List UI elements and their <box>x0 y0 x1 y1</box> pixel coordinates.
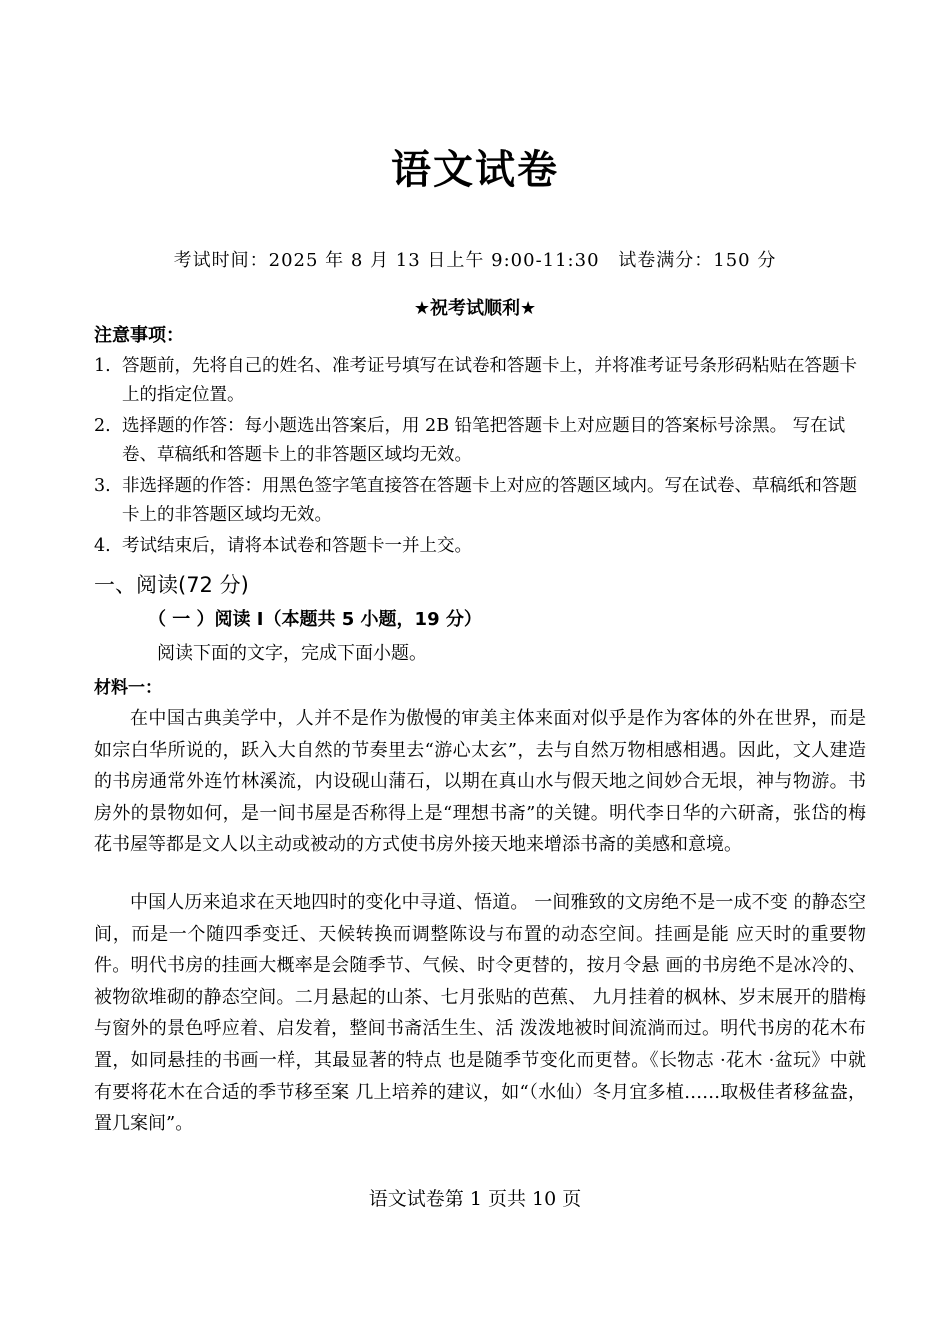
notice-item-number: 2. <box>94 416 111 436</box>
page-title: 语文试卷 <box>391 147 559 193</box>
material-paragraph: 在中国古典美学中，人并不是作为傲慢的审美主体来面对似乎是作为客体的外在世界，而是如宗白华所说的，跃入大自然的节奏里去“游心太玄”，去与自然万物相感相遇。因此，文人建造的书房通常外连竹林溪流，内设砚山蒲石，以期在真山水与假天地之间妙合无垠，神与物游。书房外的景物如何，是一间书屋是否称得上是“理想书斋”的关键。明代李日华的六研斋，张岱的梅花书屋等都是文人以主动或被动的方式使书房外接天地来增添书斋的美感和意境。 <box>94 708 866 856</box>
notice-item-text: 答题前，先将自己的姓名、准考证号填写在试卷和答题卡上，并将准考证号条形码粘贴在答题卡上的指定位置。 <box>122 356 857 405</box>
notice-item <box>94 472 864 530</box>
notice-item-number: 4. <box>94 536 111 556</box>
exam-info <box>0 246 950 272</box>
notice-item-number: 1. <box>94 356 111 376</box>
notice-item-number: 3. <box>94 476 111 496</box>
full-score: 试卷满分：150 分 <box>618 250 777 271</box>
notice-item-text: 非选择题的作答：用黑色签字笔直接答在答题卡上对应的答题区域内。写在试卷、草稿纸和答题卡上的非答题区域均无效。 <box>122 476 857 525</box>
material-heading: 材料一： <box>94 678 162 698</box>
notice-list <box>94 352 864 563</box>
material-paragraph: 中国人历来追求在天地四时的变化中寻道、悟道。 一间雅致的文房绝不是一成不变 的静态空间，而是一个随四季变迁、天候转换而调整陈设与布置的动态空间。挂画是能 应天时的重要物件。明代书房的挂画大概率是会随季节、气候、时令更替的，按月令悬 画的书房绝不是冰冷的、被物欲堆砌的静态空间。二月悬起的山茶、七月张贴的芭蕉、 九月挂着的枫林、岁末展开的腊梅与窗外的景色呼应着、启发着，整间书斋活生生、活 泼泼地被时间流淌而过。明代书房的花木布置，如同悬挂的书画一样，其最显著的特点 也是随季节变化而更替。《长物志 ·花木 ·盆玩》中就有要将花木在合适的季节移至案 几上培养的建议，如“（水仙）冬月宜多植……取极佳者移盆盎，置几案间”。 <box>94 892 866 1135</box>
slogan: ★祝考试顺利★ <box>413 298 537 319</box>
notice-heading: 注意事项： <box>94 325 184 346</box>
notice-item-text: 选择题的作答：每小题选出答案后，用 2B 铅笔把答题卡上对应题目的答案标号涂黑。 写在试卷、草稿纸和答题卡上的非答题区域均无效。 <box>122 416 846 465</box>
notice-item <box>94 412 864 470</box>
reading-instruction: 阅读下面的文字，完成下面小题。 <box>157 643 427 664</box>
exam-time: 考试时间：2025 年 8 月 13 日上午 9:00-11:30 <box>173 250 600 271</box>
notice-item-text: 考试结束后，请将本试卷和答题卡一并上交。 <box>122 536 472 556</box>
notice-item <box>94 352 864 410</box>
page-footer: 语文试卷第 1 页共 10 页 <box>368 1188 582 1210</box>
section-heading: 一、阅读(72 分) <box>94 573 249 597</box>
notice-item <box>94 532 864 561</box>
sub-section-heading: （ 一 ）阅读 I（本题共 5 小题，19 分） <box>148 609 482 630</box>
